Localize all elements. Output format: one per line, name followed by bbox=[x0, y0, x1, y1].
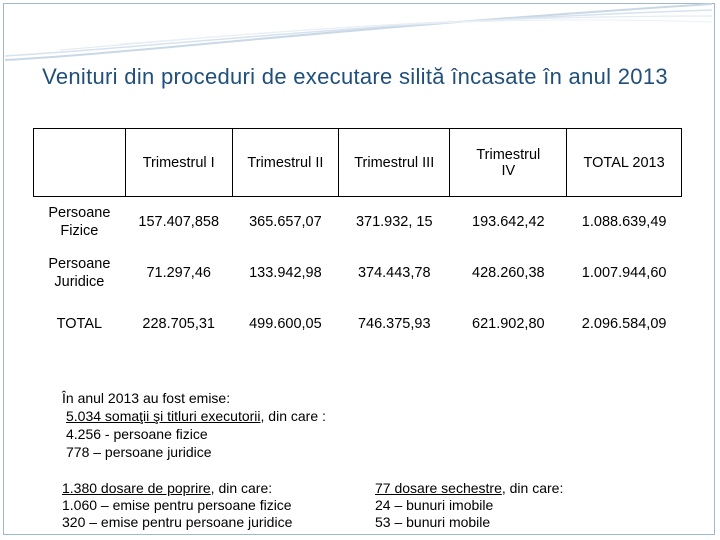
garnishment-count: 1.380 dosare de poprire bbox=[62, 480, 211, 496]
table-cell: 374.443,78 bbox=[357, 265, 431, 281]
garnishment-summary bbox=[62, 480, 292, 531]
table-row bbox=[34, 299, 682, 350]
row-label: Persoane Fizice bbox=[48, 205, 111, 240]
emitted-line-companies: 778 – persoane juridice bbox=[66, 444, 212, 460]
table-cell: 157.407,858 bbox=[138, 214, 220, 231]
emitted-line-individuals: 4.256 - persoane fizice bbox=[66, 426, 208, 442]
table-cell-total: 1.007.944,60 bbox=[581, 265, 667, 281]
table-cell-total: 1.088.639,49 bbox=[581, 214, 667, 231]
table-cell: 193.642,42 bbox=[472, 214, 545, 231]
seizure-head bbox=[375, 480, 563, 497]
header-cell-empty bbox=[34, 129, 126, 197]
table-cell: 621.902,80 bbox=[472, 316, 545, 332]
table-cell: 365.657,07 bbox=[249, 214, 322, 231]
garnishment-head bbox=[62, 480, 292, 497]
seizure-count: 77 dosare sechestre bbox=[375, 480, 502, 496]
header-cell-q4: Trimestrul IV bbox=[450, 129, 567, 197]
header-cell-q3: Trimestrul III bbox=[339, 129, 450, 197]
summons-count: 5.034 somaţii şi titluri executorii bbox=[66, 408, 261, 424]
summons-rest: , din care : bbox=[260, 408, 326, 424]
table-cell: 499.600,05 bbox=[249, 316, 322, 332]
header-cell-q2: Trimestrul II bbox=[232, 129, 338, 197]
table-cell: 133.942,98 bbox=[249, 265, 322, 281]
table-row bbox=[34, 248, 682, 299]
header-cell-q1: Trimestrul I bbox=[125, 129, 232, 197]
emitted-summary bbox=[62, 389, 326, 461]
row-label: TOTAL bbox=[56, 316, 103, 332]
emitted-intro: În anul 2013 au fost emise: bbox=[62, 390, 231, 406]
revenue-table bbox=[33, 128, 682, 350]
table-row bbox=[34, 197, 682, 248]
table-header-row bbox=[34, 129, 682, 197]
page-title: Venituri din proceduri de executare silită încasate în anul 2013 bbox=[42, 64, 668, 89]
seizure-line-movable: 53 – bunuri mobile bbox=[375, 514, 491, 530]
emitted-line-summons bbox=[62, 407, 326, 425]
table-cell-total: 2.096.584,09 bbox=[581, 316, 667, 332]
seizure-line-immovable: 24 – bunuri imobile bbox=[375, 497, 494, 513]
table-cell: 428.260,38 bbox=[472, 265, 545, 281]
table-cell: 71.297,46 bbox=[146, 265, 211, 281]
seizure-summary bbox=[375, 480, 563, 531]
seizure-rest: , din care: bbox=[501, 480, 564, 496]
header-cell-total: TOTAL 2013 bbox=[567, 129, 682, 197]
garnishment-rest: , din care: bbox=[210, 480, 273, 496]
table-cell: 228.705,31 bbox=[142, 316, 215, 332]
row-label: Persoane Juridice bbox=[48, 256, 111, 290]
garnishment-line-companies: 320 – emise pentru persoane juridice bbox=[62, 514, 293, 530]
table-cell: 371.932, 15 bbox=[355, 214, 433, 231]
table-cell: 746.375,93 bbox=[357, 316, 431, 332]
garnishment-line-individuals: 1.060 – emise pentru persoane fizice bbox=[62, 497, 292, 513]
